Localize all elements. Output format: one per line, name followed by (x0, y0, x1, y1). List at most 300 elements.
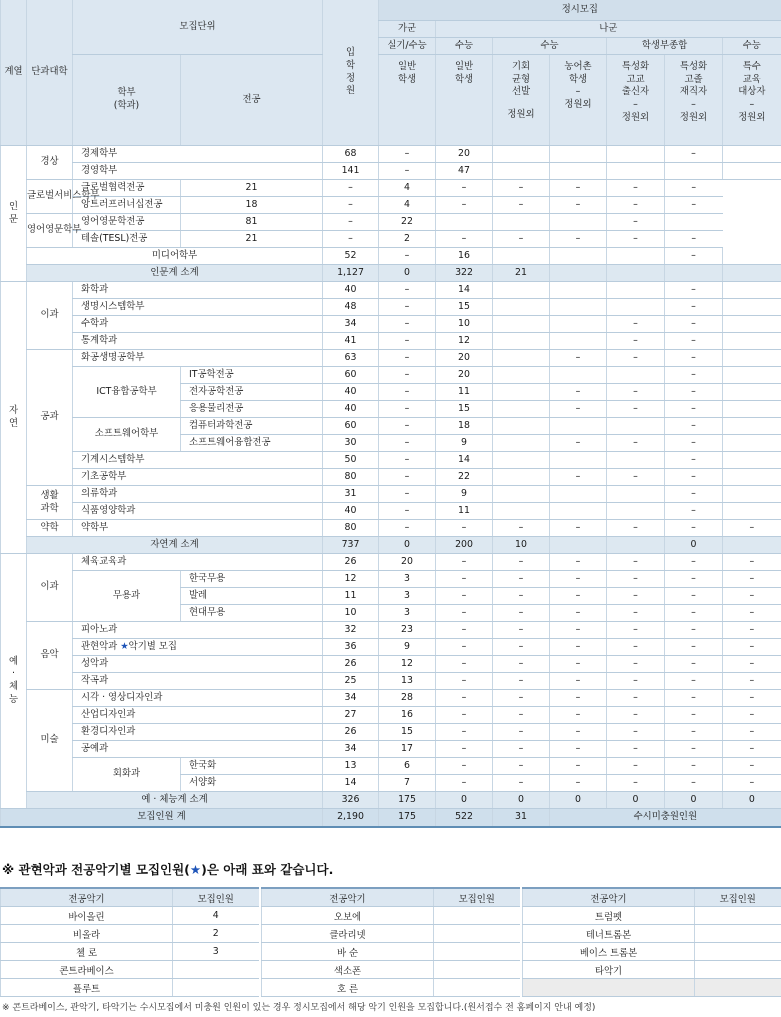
nongeochon-cell (493, 214, 550, 231)
quota-cell (323, 673, 379, 690)
major-cell-text: 산업디자인과 (81, 708, 136, 720)
nongeochon-cell-text: – (518, 232, 524, 244)
suneung-cell-text: – (461, 674, 467, 686)
quota-cell (323, 435, 379, 452)
tukseong-jaejik-cell-text: – (691, 708, 696, 720)
gihoe-cell-text: – (461, 232, 467, 244)
dept-english (27, 214, 82, 248)
ga-cell (379, 520, 436, 537)
header-quota-text: 입 학 정 원 (345, 47, 356, 97)
quota-cell (323, 622, 379, 639)
ga-cell (379, 401, 436, 418)
college-gyeongsang (27, 146, 73, 180)
major-cell (181, 418, 323, 435)
teuksu-cell-text: – (749, 640, 755, 652)
tukseong-go-cell-text: – (633, 436, 638, 448)
dept-english-text: 영어영문학부 (27, 224, 82, 236)
instrument-row (523, 925, 781, 943)
subtotal-label (27, 792, 323, 809)
suneung-cell (436, 146, 493, 163)
tukseong-go-cell-text: – (633, 725, 638, 737)
instrument-count (434, 943, 520, 961)
gihoe-cell (493, 452, 550, 469)
gihoe-cell (493, 588, 550, 605)
tukseong-jaejik-cell (665, 537, 723, 554)
teuksu-cell-text: – (749, 691, 755, 703)
suneung-cell-text: 12 (458, 334, 470, 346)
header-college-text: 단과대학 (31, 66, 68, 78)
nongeochon-cell (550, 316, 607, 333)
major-cell (181, 605, 323, 622)
major-cell (73, 469, 323, 486)
major-cell-text: 기초공학부 (81, 470, 127, 482)
ga-cell-text: – (404, 317, 410, 329)
quota-cell-text: 13 (344, 759, 357, 771)
ga-cell-text: 20 (401, 555, 413, 567)
instrument-count (434, 979, 520, 997)
quota-cell (323, 724, 379, 741)
suneung-cell-text: 20 (458, 351, 470, 363)
quota-cell (323, 367, 379, 384)
header-hakseng (607, 38, 723, 55)
gihoe-cell-text: – (518, 623, 524, 635)
suneung-cell (436, 571, 493, 588)
instrument-name: 바이올린 (1, 907, 173, 925)
tukseong-jaejik-cell-text: – (691, 453, 696, 465)
suneung-cell (436, 401, 493, 418)
major-cell-text: 생명시스템학부 (81, 300, 145, 312)
gihoe-cell (493, 707, 550, 724)
suneung-cell (436, 775, 493, 792)
quota-cell-text: 326 (341, 793, 360, 805)
table-row (1, 350, 781, 367)
quota-cell (323, 282, 379, 299)
teuksu-cell-text: – (749, 725, 755, 737)
gihoe-cell (493, 724, 550, 741)
major-cell-text: 서양화 (189, 776, 217, 788)
instrument-count (434, 907, 520, 925)
quota-cell (323, 163, 379, 180)
quota-cell (323, 265, 379, 282)
suneung-cell-text: – (461, 708, 467, 720)
tukseong-jaejik-cell-text: – (691, 623, 696, 635)
teuksu-cell (723, 520, 781, 537)
suneung-cell (436, 163, 493, 180)
ga-cell (379, 248, 436, 265)
ga-cell-text: 7 (404, 776, 410, 788)
gihoe-cell (493, 163, 550, 180)
nongeochon-cell (493, 231, 550, 248)
nongeochon-cell-text: – (575, 640, 581, 652)
instrument-name: 클라리넷 (262, 925, 434, 943)
tukseong-jaejik-cell-text: – (691, 657, 696, 669)
tukseong-go-cell (550, 180, 607, 197)
suneung-cell-text: 2 (404, 232, 410, 244)
teuksu-cell-text: – (691, 181, 697, 193)
suneung-cell-text: 11 (458, 504, 470, 516)
ga-cell-text: 23 (401, 623, 413, 635)
col-count: 모집인원 (434, 888, 520, 907)
gihoe-cell (493, 435, 550, 452)
nongeochon-cell-text: – (575, 623, 581, 635)
major-cell (73, 707, 323, 724)
teuksu-cell (723, 418, 781, 435)
ga-cell (379, 707, 436, 724)
tukseong-jaejik-cell (665, 401, 723, 418)
gihoe-cell (493, 741, 550, 758)
instrument-name: 플루트 (1, 979, 173, 997)
quota-cell-text: 30 (344, 436, 357, 448)
nongeochon-cell (550, 741, 607, 758)
tukseong-jaejik-cell-text: – (691, 436, 696, 448)
major-cell-text: 전자공학전공 (189, 385, 244, 397)
ga-cell (379, 554, 436, 571)
teuksu-cell (723, 724, 781, 741)
nongeochon-cell-text: 0 (575, 793, 581, 805)
teuksu-cell (723, 707, 781, 724)
header-major-dept-text: 학부 (학과) (113, 87, 140, 111)
subtotal-row (1, 265, 781, 282)
table-row (1, 367, 781, 384)
tukseong-go-cell (607, 622, 665, 639)
gihoe-cell (493, 690, 550, 707)
ga-cell-text: – (404, 334, 410, 346)
gihoe-cell-text: – (518, 776, 524, 788)
major-cell (73, 503, 323, 520)
suneung-cell-text: 4 (404, 198, 410, 210)
suneung-cell-text: 16 (458, 249, 470, 261)
table-row (1, 214, 781, 231)
suneung-cell-text: – (461, 691, 467, 703)
major-cell-text: 한국무용 (189, 572, 226, 584)
suneung-cell (379, 214, 436, 231)
tukseong-go-cell-text: – (633, 555, 638, 567)
ga-cell-text: 15 (401, 725, 413, 737)
major-cell-text: 의류학과 (81, 487, 118, 499)
gihoe-cell (493, 758, 550, 775)
tukseong-go-cell (607, 316, 665, 333)
teuksu-cell (723, 265, 781, 282)
major-cell-text: 경제학부 (81, 147, 118, 159)
header-suneung-3-text: 수능 (742, 39, 761, 51)
gihoe-cell (493, 537, 550, 554)
major-cell (73, 520, 323, 537)
quota-cell (323, 350, 379, 367)
header-quota (323, 0, 379, 146)
table-row (1, 656, 781, 673)
ga-cell (379, 775, 436, 792)
tukseong-jaejik-cell (665, 656, 723, 673)
teuksu-cell (723, 673, 781, 690)
major-cell-text: 시각 · 영상디자인과 (81, 691, 163, 703)
major-cell-text: 소프트웨어융합전공 (189, 436, 271, 448)
major-cell-text: 화공생명공학부 (81, 351, 145, 363)
gihoe-cell (493, 316, 550, 333)
suneung-cell (436, 656, 493, 673)
nongeochon-cell (550, 690, 607, 707)
quota-cell (323, 588, 379, 605)
subtotal-label-text: 예 · 체능계 소계 (141, 793, 208, 805)
ga-cell (379, 265, 436, 282)
group-jayeon (1, 282, 27, 554)
gihoe-cell (436, 231, 493, 248)
major-cell (73, 622, 323, 639)
tukseong-go-cell (607, 486, 665, 503)
table-row (1, 333, 781, 350)
table-row (1, 282, 781, 299)
ga-cell-text: 9 (404, 640, 410, 652)
ga-cell (379, 299, 436, 316)
quota-cell-text: 21 (245, 181, 258, 193)
ga-cell (379, 588, 436, 605)
dept-software (73, 418, 181, 452)
teuksu-cell (723, 656, 781, 673)
header-jeongsi-text: 정시모집 (561, 3, 598, 15)
ga-cell (379, 741, 436, 758)
ga-cell (379, 673, 436, 690)
group-jayeon-text: 자 연 (8, 404, 19, 429)
instrument-row (523, 943, 781, 961)
major-cell (73, 452, 323, 469)
teuksu-cell-text: – (749, 657, 755, 669)
tukseong-jaejik-cell-text: – (691, 691, 696, 703)
ga-cell-text: – (404, 402, 410, 414)
suneung-cell (436, 809, 493, 828)
header-ga-sub-text: 실기/수능 (387, 39, 427, 51)
tukseong-go-cell-text: – (575, 181, 581, 193)
gihoe-cell (436, 197, 493, 214)
gihoe-cell-text: – (518, 589, 524, 601)
col-instrument: 전공악기 (262, 888, 434, 907)
tukseong-go-cell-text: – (633, 691, 638, 703)
quota-cell-text: 40 (344, 402, 357, 414)
tukseong-jaejik-cell-text: – (691, 776, 696, 788)
instrument-name: 색소폰 (262, 961, 434, 979)
teuksu-cell (665, 231, 723, 248)
tukseong-go-cell (607, 554, 665, 571)
suneung-cell (436, 350, 493, 367)
suneung-cell (436, 792, 493, 809)
table-row (1, 469, 781, 486)
nongeochon-cell-text: – (518, 181, 524, 193)
nongeochon-cell (550, 367, 607, 384)
header-suneung-2 (493, 38, 607, 55)
major-cell (73, 724, 323, 741)
college-gonggwa (27, 350, 73, 486)
major-cell (181, 571, 323, 588)
suneung-cell-text: – (461, 623, 467, 635)
tukseong-jaejik-cell-text: – (691, 283, 696, 295)
tukseong-go-cell (550, 231, 607, 248)
ga-cell (379, 316, 436, 333)
header-suneung-1-text: 수능 (454, 39, 474, 51)
tukseong-go-cell (607, 537, 665, 554)
major-cell (181, 384, 323, 401)
suneung-cell (436, 384, 493, 401)
tukseong-jaejik-cell (665, 418, 723, 435)
ga-cell-text: 0 (404, 538, 410, 550)
tukseong-jaejik-cell (665, 588, 723, 605)
header-nongeochon-text: 농어촌 학생 – 정원외 (564, 61, 592, 111)
tukseong-jaejik-cell (665, 503, 723, 520)
gihoe-cell (493, 350, 550, 367)
group-inmun (1, 146, 27, 282)
ga-cell-text: – (404, 521, 410, 533)
tukseong-go-cell-text: – (633, 351, 638, 363)
instrument-name: 오보에 (262, 907, 434, 925)
teuksu-cell-text: – (749, 589, 755, 601)
nongeochon-cell (550, 622, 607, 639)
quota-cell-text: 21 (245, 232, 258, 244)
quota-cell (181, 197, 323, 214)
table-row (1, 486, 781, 503)
instrument-name: 호 른 (262, 979, 434, 997)
gihoe-cell (493, 622, 550, 639)
major-cell-text: 현대무용 (189, 606, 226, 618)
tukseong-jaejik-cell (665, 367, 723, 384)
gihoe-cell (493, 503, 550, 520)
tukseong-go-cell-text: – (633, 742, 638, 754)
ga-cell (379, 452, 436, 469)
ga-cell (379, 282, 436, 299)
nongeochon-cell-text: – (575, 725, 581, 737)
instrument-table-2 (261, 887, 520, 997)
major-cell (73, 741, 323, 758)
quota-cell (323, 486, 379, 503)
gihoe-cell (493, 418, 550, 435)
quota-cell (323, 707, 379, 724)
tukseong-go-cell (550, 214, 607, 231)
teuksu-cell (723, 792, 781, 809)
tukseong-jaejik-cell-text: – (691, 317, 696, 329)
quota-cell (323, 809, 379, 828)
quota-cell (323, 333, 379, 350)
tukseong-jaejik-cell-text: – (691, 555, 696, 567)
gihoe-cell-text: 21 (515, 266, 527, 278)
tukseong-jaejik-cell (665, 469, 723, 486)
major-cell-text: 한국화 (189, 759, 217, 771)
nongeochon-cell (550, 792, 607, 809)
instrument-row (262, 907, 520, 925)
quota-cell-text: 34 (344, 742, 357, 754)
tukseong-jaejik-cell-text: – (691, 300, 696, 312)
ga-cell-text: – (404, 249, 410, 261)
tukseong-jaejik-cell-text: – (691, 759, 696, 771)
teuksu-cell-text: – (749, 521, 755, 533)
instrument-name: 콘트라베이스 (1, 961, 173, 979)
instrument-count (173, 961, 259, 979)
nongeochon-cell (550, 571, 607, 588)
suneung-cell-text: – (461, 521, 467, 533)
teuksu-cell (723, 537, 781, 554)
major-cell-text: 컴퓨터과학전공 (189, 419, 253, 431)
gihoe-cell (493, 299, 550, 316)
ga-cell-text: – (404, 368, 410, 380)
nongeochon-cell (550, 605, 607, 622)
gihoe-cell (493, 384, 550, 401)
header-jeongsi (379, 0, 781, 21)
tukseong-go-cell-text: – (633, 402, 638, 414)
dept-painting-text: 회화과 (112, 768, 141, 780)
major-cell-text: 성악과 (81, 657, 109, 669)
instrument-count (434, 961, 520, 979)
nongeochon-cell (550, 775, 607, 792)
tukseong-jaejik-cell (665, 775, 723, 792)
ga-cell-text: – (404, 385, 410, 397)
group-inmun-text: 인 문 (8, 200, 19, 225)
tukseong-jaejik-cell (665, 792, 723, 809)
nongeochon-cell-text: – (575, 521, 581, 533)
ga-cell (379, 146, 436, 163)
suneung-cell (436, 282, 493, 299)
tukseong-jaejik-cell (665, 265, 723, 282)
tukseong-go-cell-text: – (633, 708, 638, 720)
teuksu-cell (723, 758, 781, 775)
suneung-cell-text: 14 (458, 453, 470, 465)
teuksu-cell (723, 163, 781, 180)
gihoe-cell (493, 605, 550, 622)
nongeochon-cell (550, 146, 607, 163)
quota-cell-text: 141 (341, 164, 360, 176)
nongeochon-cell (550, 724, 607, 741)
ga-cell (379, 333, 436, 350)
teuksu-cell-text: – (749, 759, 755, 771)
nongeochon-cell (550, 673, 607, 690)
suneung-cell (436, 452, 493, 469)
tukseong-jaejik-cell-text: – (633, 198, 638, 210)
tukseong-go-cell (607, 605, 665, 622)
quota-cell-text: 18 (245, 198, 258, 210)
suneung-cell-text: 9 (461, 436, 467, 448)
ga-cell (379, 384, 436, 401)
gihoe-cell-text: – (518, 555, 524, 567)
teuksu-cell-text: – (749, 674, 755, 686)
tukseong-jaejik-cell-text: – (633, 181, 638, 193)
instrument-name: 베이스 트롬본 (523, 943, 695, 961)
ga-cell-text: – (348, 232, 353, 244)
quota-cell (323, 656, 379, 673)
ga-cell-text: 6 (404, 759, 410, 771)
tukseong-go-cell-text: – (633, 674, 638, 686)
tukseong-go-cell-text: – (633, 776, 638, 788)
gihoe-cell-text: – (518, 640, 524, 652)
nongeochon-cell (550, 486, 607, 503)
tukseong-jaejik-cell (607, 231, 665, 248)
quota-cell (323, 316, 379, 333)
ga-cell-text: 17 (401, 742, 413, 754)
nongeochon-cell (550, 707, 607, 724)
quota-cell (181, 214, 323, 231)
quota-cell (323, 418, 379, 435)
major-cell-text: 응용물리전공 (189, 402, 244, 414)
nongeochon-cell (550, 350, 607, 367)
gihoe-cell (493, 571, 550, 588)
suneung-cell-text: – (461, 606, 467, 618)
nongeochon-cell (550, 656, 607, 673)
ga-cell (379, 690, 436, 707)
table-row (1, 452, 781, 469)
nongeochon-cell-text: – (575, 589, 581, 601)
teuksu-cell-text: – (749, 555, 755, 567)
major-cell-text: 수학과 (81, 317, 109, 329)
header-na (436, 21, 781, 38)
ga-cell-text: 13 (401, 674, 413, 686)
subtotal-label-text: 인문계 소계 (150, 266, 199, 278)
table-row (1, 418, 781, 435)
header-gihoe (493, 55, 550, 146)
tukseong-go-cell (607, 792, 665, 809)
tukseong-jaejik-cell-text: – (691, 470, 696, 482)
